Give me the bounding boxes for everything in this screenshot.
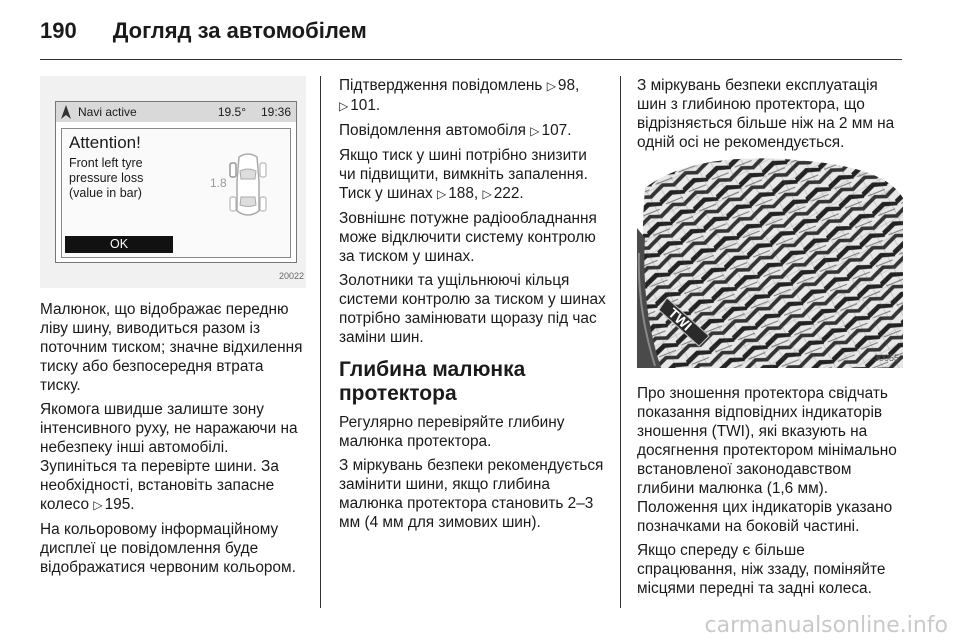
paragraph: З міркувань безпеки рекомендується замінити шини, якщо глибина малюнка протектора становить 2–3 мм (4 мм для зимових шин). [339,457,604,531]
paragraph: Золотники та ущільнюючі кільця системи контролю за тиском у шинах потрібно замінювати щоразу під час заміни шин. [339,272,606,346]
column-1 [40,76,306,582]
paragraph: Регулярно перевіряйте глибину малюнка протектора. [339,414,565,450]
column-2 [339,76,607,537]
twi-label: TWI [665,304,696,334]
car-top-view-icon [227,151,269,223]
paragraph: На кольоровому інформаційному дисплеї це повідомлення буде відображатися червоним кольором. [40,521,296,576]
column-3 [637,76,905,603]
temperature: 19.5° [217,105,246,119]
page-reference[interactable]: 107. [541,122,572,139]
triangle-right-icon: ▷ [530,124,540,138]
paragraph: Повідомлення автомобіля ▷ 107. [339,122,572,139]
paragraph: Якомога швидше залиште зону інтенсивного руху, не наражаючи на небезпеку інші автомобілі. Зупиніться та перевірте шини. За необхідності, встановіть запасне колесо ▷ 195. [40,401,298,513]
page-reference[interactable]: 101. [350,97,381,114]
ok-button[interactable]: OK [65,236,173,253]
display-figure [40,76,306,288]
paragraph: Зовнішнє потужне радіообладнання може відключити систему контролю за тиском у шинах. [339,210,597,265]
paragraph: Якщо тиск у шині потрібно знизити чи підвищити, вимкніть запалення. Тиск у шинах ▷ 188, ▷ 222. [339,147,588,202]
watermark: carmanualsonline.info [704,613,948,638]
info-display [55,101,297,263]
triangle-right-icon: ▷ [436,187,447,201]
section-heading: Глибина малюнка протектора [339,358,526,405]
triangle-right-icon: ▷ [93,498,103,512]
triangle-right-icon: ▷ [546,79,556,93]
page-number: 190 [40,18,77,43]
navigation-arrow-icon [60,105,72,119]
alert-title: Attention! [69,133,141,152]
column-divider [620,76,621,608]
alert-message: Front left tyre pressure loss (value in bar) [69,156,144,200]
alert-dialog [61,128,291,258]
display-status-bar [56,102,296,122]
triangle-right-icon: ▷ [482,187,492,201]
paragraph: Якщо спереду є більше спрацювання, ніж ззаду, поміняйте місцями передні та задні колеса. [637,542,886,597]
page-reference[interactable]: 222. [493,185,524,202]
paragraph: З міркувань безпеки експлуатація шин з глибиною протектора, що відрізняється більше ніж на 2 мм на одній осі не рекомендується. [637,77,895,151]
paragraph: Малюнок, що відображає передню ліву шину, виводиться разом із поточним тиском; значне відхилення тиску або безпосередня втрата тиску. [40,301,303,394]
page-title: Догляд за автомобілем [112,18,367,43]
triangle-right-icon: ▷ [339,99,349,113]
figure-code: 30055 [873,353,899,363]
paragraph: Підтвердження повідомлень ▷ 98, ▷ 101. [339,77,580,114]
column-divider [320,76,321,608]
page-reference[interactable]: 188, [448,185,479,202]
tyre-tread-illustration [637,158,905,368]
navi-status: Navi active [78,105,137,119]
pressure-value: 1.8 [210,176,227,190]
page-reference[interactable]: 98, [557,77,580,94]
figure-code: 20022 [278,271,304,281]
page-reference[interactable]: 195. [104,496,135,513]
clock: 19:36 [260,105,291,119]
header-rule [40,59,902,60]
page-header [40,18,367,44]
tyre-tread-figure [637,158,905,368]
paragraph: Про зношення протектора свідчать показання відповідних індикаторів зношення (TWI), які вказують на досягнення протектором мінімально встановленої законодавством глибини малюнка (1,6 мм). Положення цих індикаторів указано позначками на боковій частині. [637,385,897,535]
